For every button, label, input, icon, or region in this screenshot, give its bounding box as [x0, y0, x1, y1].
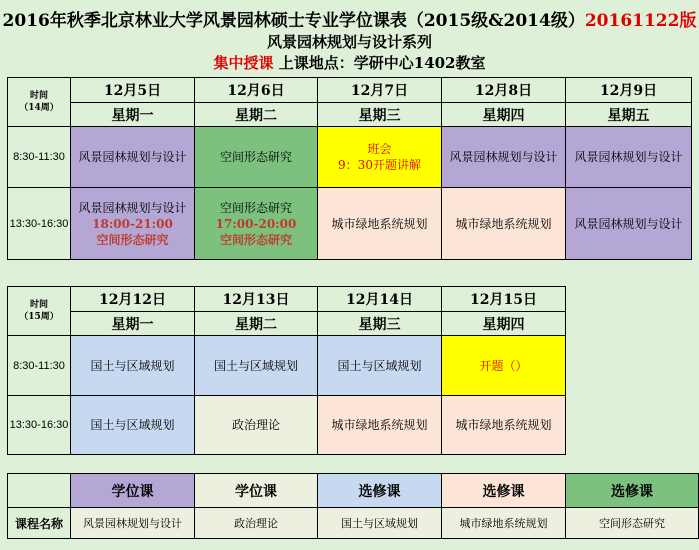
title-main: 2016年秋季北京林业大学风景园林硕士专业学位课表（2015级&2014级） — [2, 11, 585, 31]
course-cell — [71, 188, 195, 260]
course-time: 18:00-21:00 — [92, 216, 173, 231]
course-cell: 国土与区域规划 — [318, 336, 442, 396]
course-cell — [318, 127, 442, 188]
weekday-cell: 星期三 — [318, 312, 442, 336]
time-slot-afternoon: 13:30-16:30 — [8, 396, 71, 455]
time-header-label: 时间 — [29, 300, 48, 310]
course-cell: 风景园林规划与设计 — [71, 127, 195, 188]
weekday-cell: 星期一 — [71, 103, 195, 127]
course-type: 学位课 — [195, 474, 318, 508]
location: 上课地点：学研中心1402教室 — [278, 54, 486, 72]
page-title — [0, 6, 699, 31]
course-type: 选修课 — [566, 474, 699, 508]
date-cell: 12月7日 — [318, 78, 442, 103]
course-cell: 空间形态研究 — [195, 127, 318, 188]
course-cell: 政治理论 — [195, 396, 318, 455]
date-cell: 12月6日 — [195, 78, 318, 103]
course-cell: 城市绿地系统规划 — [442, 188, 566, 260]
course-time: 17:00-20:00 — [215, 216, 297, 231]
course-name-label: 课程名称 — [8, 508, 71, 539]
course-cell: 风景园林规划与设计 — [442, 127, 566, 188]
date-cell: 12月9日 — [566, 78, 692, 103]
time-header-label: 时间 — [29, 91, 48, 101]
course-line: 9：30开题讲解 — [338, 158, 421, 172]
course-name: 国土与区域规划 — [318, 508, 442, 539]
course-line: 空间形态研究 — [219, 200, 292, 215]
course-name: 风景园林规划与设计 — [71, 508, 195, 539]
course-line: 风景园林规划与设计 — [78, 200, 187, 215]
course-name: 空间形态研究 — [566, 508, 699, 539]
weekday-cell: 星期五 — [566, 103, 692, 127]
week-label: （14周） — [19, 103, 59, 113]
course-cell — [195, 188, 318, 260]
weekday-cell: 星期二 — [195, 312, 318, 336]
course-cell: 国土与区域规划 — [71, 336, 195, 396]
time-header — [8, 287, 71, 336]
course-cell: 城市绿地系统规划 — [318, 396, 442, 455]
legend-corner — [8, 474, 71, 508]
time-header — [8, 78, 71, 127]
course-cell: 国土与区域规划 — [71, 396, 195, 455]
week14-schedule — [7, 77, 692, 260]
week-label: （15周） — [19, 312, 59, 322]
course-cell: 开题（） — [442, 336, 566, 396]
date-cell: 12月8日 — [442, 78, 566, 103]
course-legend — [7, 473, 699, 539]
title-version: 20161122版 — [584, 11, 697, 31]
weekday-cell: 星期三 — [318, 103, 442, 127]
course-type: 选修课 — [442, 474, 566, 508]
course-type: 学位课 — [71, 474, 195, 508]
weekday-cell: 星期四 — [442, 312, 566, 336]
course-name: 政治理论 — [195, 508, 318, 539]
date-cell: 12月5日 — [71, 78, 195, 103]
weekday-cell: 星期四 — [442, 103, 566, 127]
date-cell: 12月14日 — [318, 287, 442, 312]
course-line: 班会 — [367, 142, 392, 156]
week15-schedule — [7, 286, 566, 455]
time-slot-morning: 8:30-11:30 — [8, 336, 71, 396]
date-cell: 12月12日 — [71, 287, 195, 312]
course-cell: 城市绿地系统规划 — [318, 188, 442, 260]
course-cell: 城市绿地系统规划 — [442, 396, 566, 455]
course-line: 空间形态研究 — [219, 232, 292, 247]
course-cell: 风景园林规划与设计 — [566, 188, 692, 260]
course-cell: 风景园林规划与设计 — [566, 127, 692, 188]
time-slot-morning: 8:30-11:30 — [8, 127, 71, 188]
weekday-cell: 星期二 — [195, 103, 318, 127]
course-line: 空间形态研究 — [96, 232, 169, 247]
date-cell: 12月15日 — [442, 287, 566, 312]
course-name: 城市绿地系统规划 — [442, 508, 566, 539]
course-type: 选修课 — [318, 474, 442, 508]
teaching-mode: 集中授课 — [213, 54, 274, 72]
location-line — [0, 52, 699, 73]
weekday-cell: 星期一 — [71, 312, 195, 336]
subtitle: 风景园林规划与设计系列 — [266, 33, 432, 51]
course-cell: 国土与区域规划 — [195, 336, 318, 396]
date-cell: 12月13日 — [195, 287, 318, 312]
time-slot-afternoon: 13:30-16:30 — [8, 188, 71, 260]
